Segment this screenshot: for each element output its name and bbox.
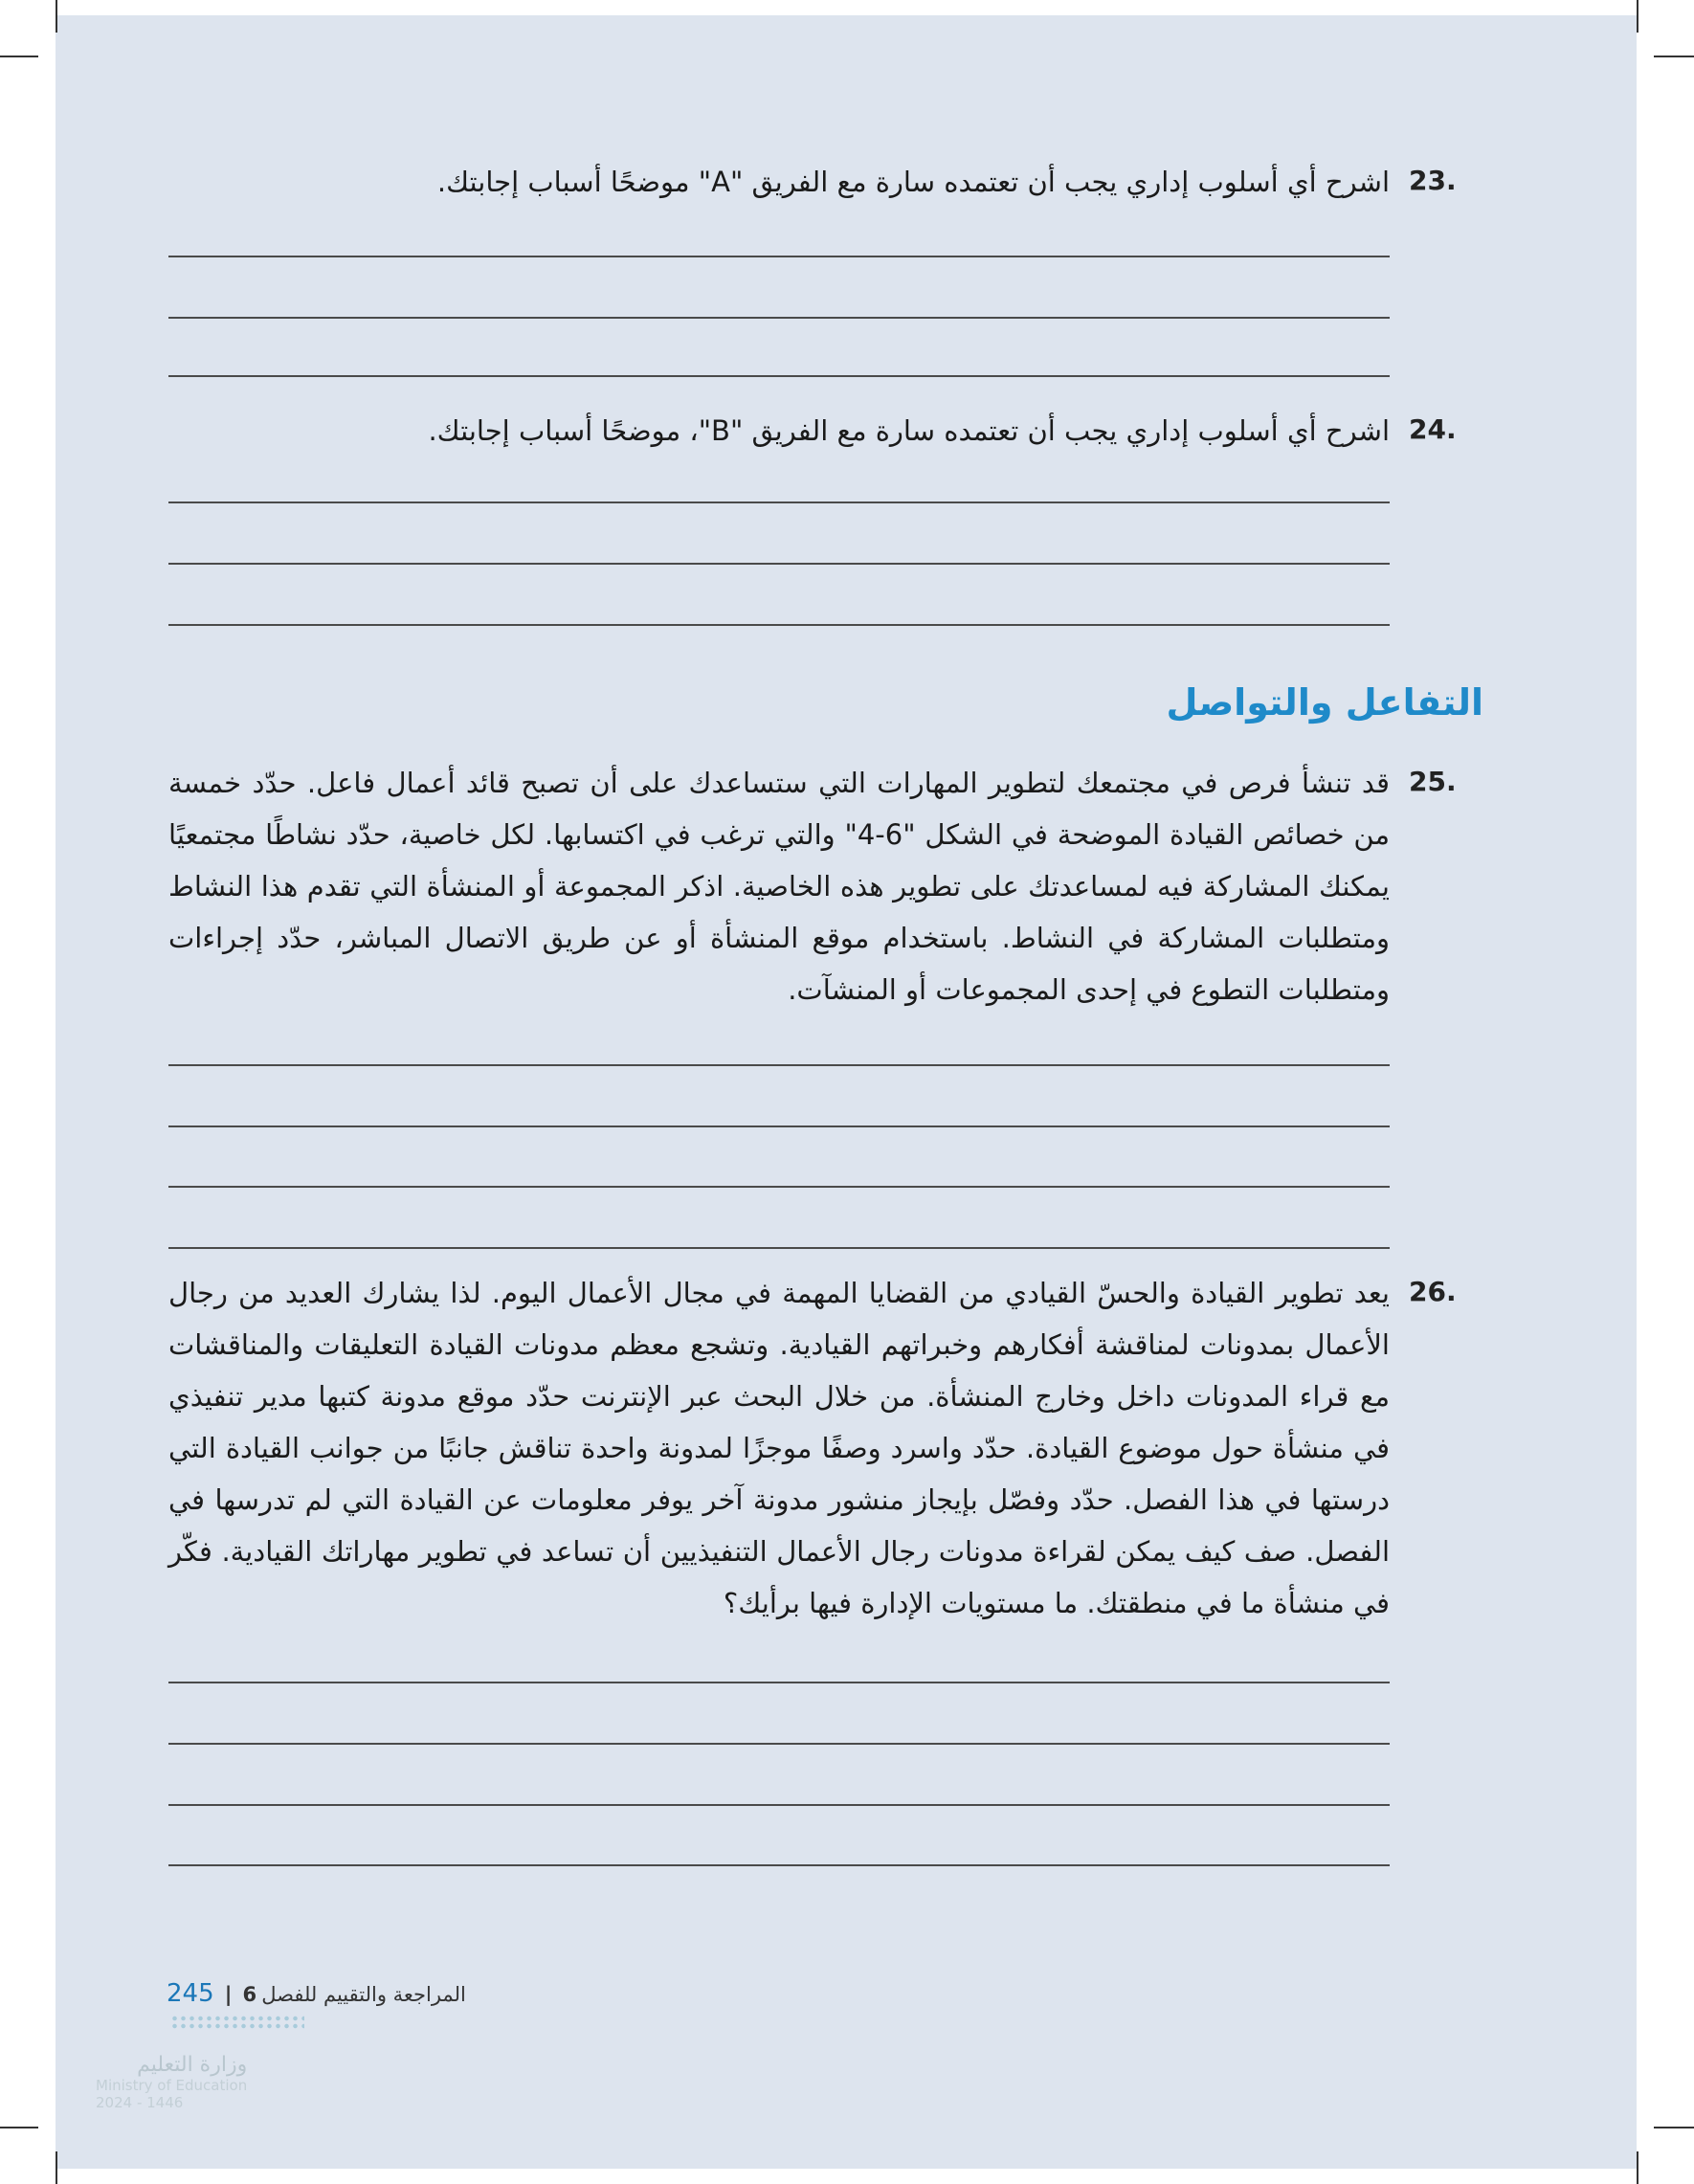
answer-line[interactable] [168, 1743, 1390, 1745]
crop-mark [1654, 2127, 1694, 2128]
answer-line[interactable] [168, 563, 1390, 565]
section-title: التفاعل والتواصل [1166, 681, 1483, 724]
page-footer [167, 1979, 466, 2008]
crop-mark [0, 2127, 38, 2128]
page-number: 245 [167, 1979, 214, 2008]
chapter-number: 6 [242, 1983, 257, 2006]
question-25-number: 25. [1409, 766, 1457, 797]
crop-mark [56, 2151, 57, 2184]
question-24-number: 24. [1409, 413, 1457, 445]
logo-english: Ministry of Education [96, 2077, 248, 2094]
answer-line[interactable] [168, 1682, 1390, 1683]
answer-line[interactable] [168, 1064, 1390, 1066]
logo-year: 2024 - 1446 [96, 2094, 184, 2111]
page-sheet [56, 15, 1637, 2169]
question-23-number: 23. [1409, 165, 1457, 196]
answer-line[interactable] [168, 375, 1390, 377]
answer-line[interactable] [168, 317, 1390, 319]
answer-line[interactable] [168, 1804, 1390, 1806]
footer-separator: | [224, 1983, 233, 2006]
question-23-text: اشرح أي أسلوب إداري يجب أن تعتمده سارة مع الفريق "A" موضحًا أسباب إجابتك. [436, 166, 1390, 198]
ministry-logo [96, 2053, 247, 2111]
crop-mark [56, 0, 57, 33]
question-24-text: اشرح أي أسلوب إداري يجب أن تعتمده سارة مع الفريق "B"، موضحًا أسباب إجابتك. [428, 414, 1390, 447]
crop-mark [1637, 0, 1638, 33]
chapter-label: المراجعة والتقييم للفصل [261, 1983, 466, 2006]
answer-line[interactable] [168, 256, 1390, 257]
answer-line[interactable] [168, 501, 1390, 503]
answer-line[interactable] [168, 1864, 1390, 1866]
question-26-text: يعد تطوير القيادة والحسّ القيادي من القضايا المهمة في مجال الأعمال اليوم. لذا يشارك العديد من رجال الأعمال بمدونات لمناقشة أفكارهم وخبراتهم القيادية. وتشجع معظم مدونات القيادة التعليقات والمناقشات مع قراء المدونات داخل وخارج المنشأة. من خلال البحث عبر الإنترنت حدّد موقع مدونة كتبها مدير تنفيذي في منشأة حول موضوع القيادة. حدّد واسرد وصفًا موجزًا لمدونة واحدة تناقش جانبًا من جوانب القيادة التي درستها في هذا الفصل. حدّد وفصّل بإيجاز منشور مدونة آخر يوفر معلومات عن القيادة التي لم تدرسها في الفصل. صف كيف يمكن لقراءة مدونات رجال الأعمال التنفيذيين أن تساعد في تطوير مهاراتك القيادية. فكّر في منشأة ما في منطقتك. ما مستويات الإدارة فيها برأيك؟ [168, 1277, 1390, 1619]
answer-line[interactable] [168, 624, 1390, 626]
footer-dots-decoration [170, 2015, 304, 2030]
logo-arabic: وزارة التعليم [137, 2053, 248, 2077]
answer-line[interactable] [168, 1247, 1390, 1249]
crop-mark [0, 56, 38, 57]
crop-mark [1654, 56, 1694, 57]
question-25-text: قد تنشأ فرص في مجتمعك لتطوير المهارات التي ستساعدك على أن تصبح قائد أعمال فاعل. حدّد خمسة من خصائص القيادة الموضحة في الشكل "6-4" والتي ترغب في اكتسابها. لكل خاصية، حدّد نشاطًا مجتمعيًا يمكنك المشاركة فيه لمساعدتك على تطوير هذه الخاصية. اذكر المجموعة أو المنشأة التي تقدم هذا النشاط ومتطلبات المشاركة في النشاط. باستخدام موقع المنشأة أو عن طريق الاتصال المباشر، حدّد إجراءات ومتطلبات التطوع في إحدى المجموعات أو المنشآت. [168, 767, 1390, 1006]
crop-mark [1637, 2151, 1638, 2184]
answer-line[interactable] [168, 1186, 1390, 1188]
answer-line[interactable] [168, 1125, 1390, 1127]
question-26-number: 26. [1409, 1276, 1457, 1307]
